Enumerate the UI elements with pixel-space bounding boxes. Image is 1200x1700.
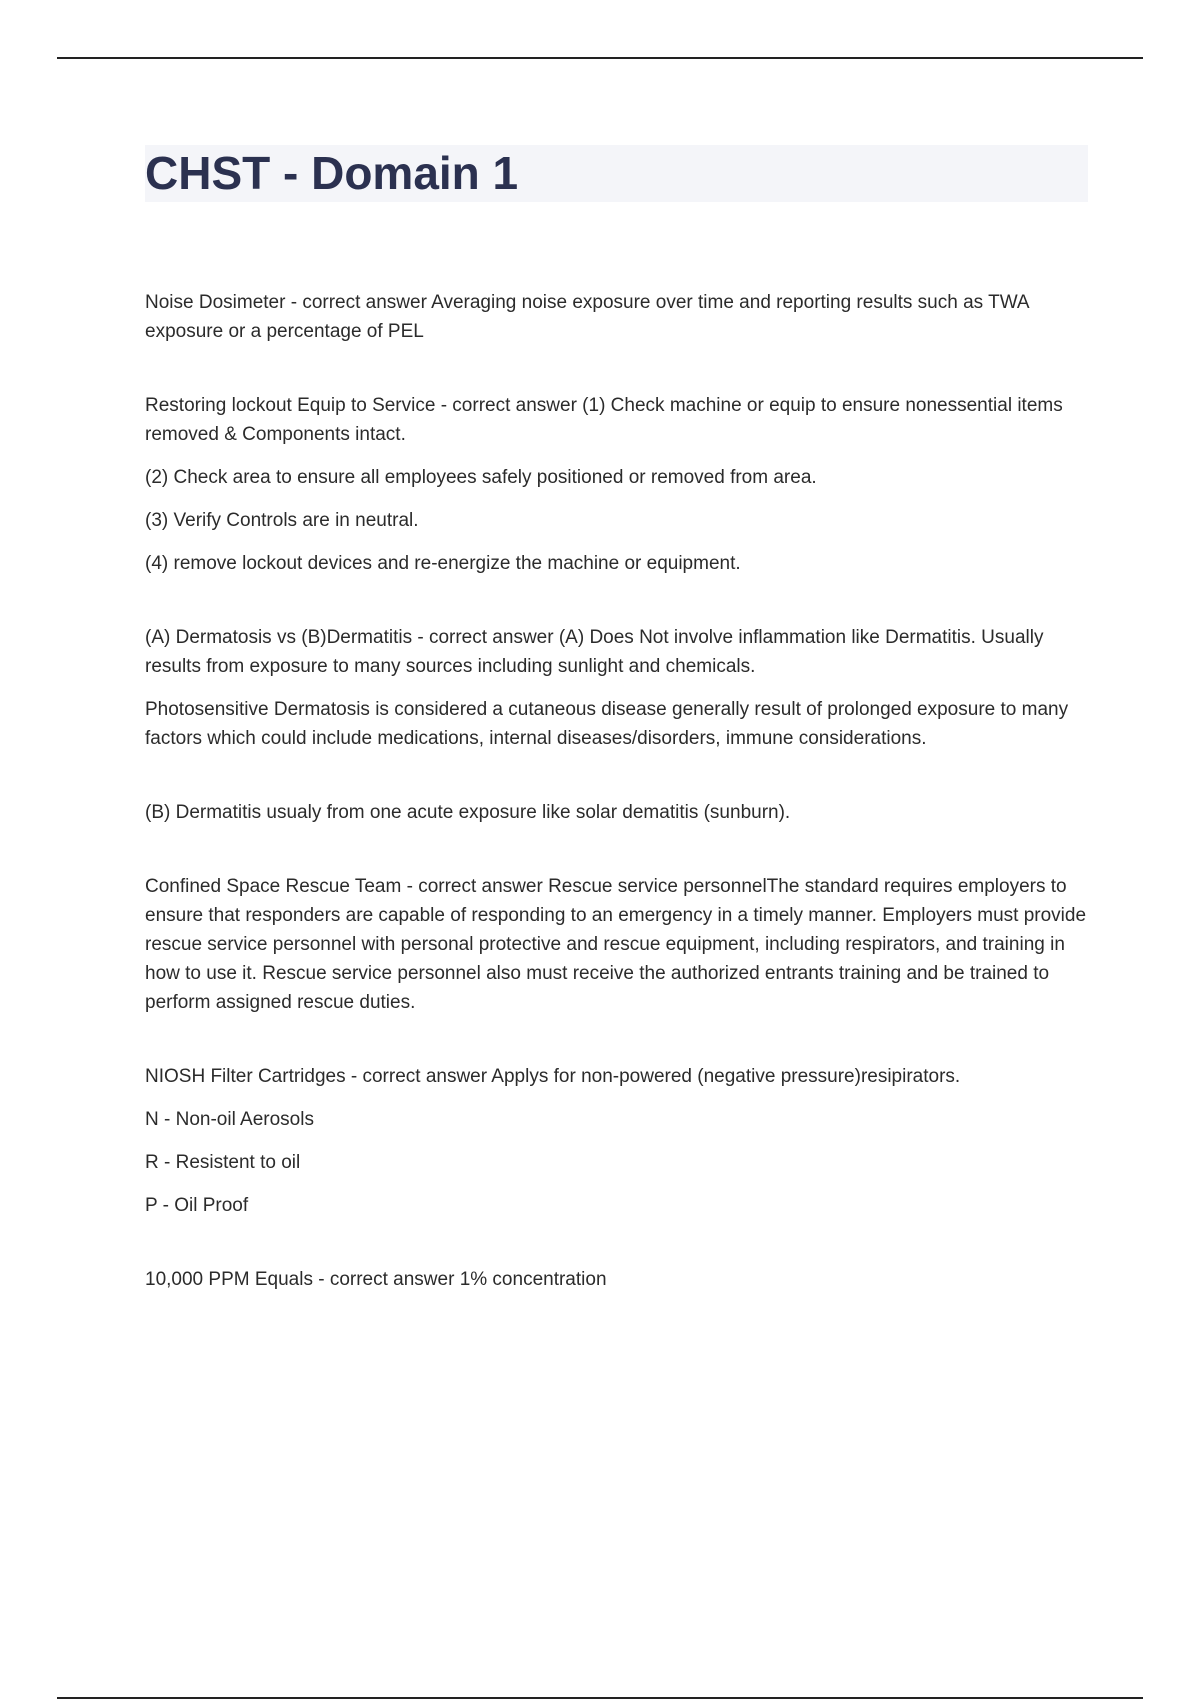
top-rule	[57, 57, 1143, 59]
document-title: CHST - Domain 1	[145, 147, 519, 199]
entry-paragraph: Noise Dosimeter - correct answer Averaging noise exposure over time and reporting results such as TWA exposure or a percentage of PEL	[145, 292, 1029, 342]
entry-paragraph: (3) Verify Controls are in neutral.	[145, 510, 419, 531]
entry-paragraph: (2) Check area to ensure all employees safely positioned or removed from area.	[145, 467, 817, 488]
entry-paragraph: P - Oil Proof	[145, 1195, 249, 1216]
entry-noise-dosimeter	[145, 288, 1090, 346]
entry-paragraph: 10,000 PPM Equals - correct answer 1% concentration	[145, 1269, 607, 1290]
bottom-rule	[57, 1697, 1143, 1699]
entry-paragraph: (B) Dermatitis usualy from one acute exposure like solar dematitis (sunburn).	[145, 802, 791, 823]
entry-paragraph: Photosensitive Dermatosis is considered a cutaneous disease generally result of prolonged exposure to many factors which could include medications, internal diseases/disorders, immune considerations.	[145, 699, 1069, 749]
entry-paragraph: (A) Dermatosis vs (B)Dermatitis - correct answer (A) Does Not involve inflammation like Dermatitis. Usually results from exposure to many sources including sunlight and chemicals.	[145, 627, 1044, 677]
entry-dermatitis	[145, 798, 1090, 827]
entry-paragraph: (4) remove lockout devices and re-energize the machine or equipment.	[145, 553, 741, 574]
entry-paragraph: Restoring lockout Equip to Service - correct answer (1) Check machine or equip to ensure nonessential items removed & Components intact.	[145, 395, 1063, 445]
entry-paragraph: R - Resistent to oil	[145, 1152, 301, 1173]
entry-ppm-equals	[145, 1265, 1090, 1294]
entry-paragraph: Confined Space Rescue Team - correct answer Rescue service personnelThe standard requires employers to ensure that responders are capable of responding to an emergency in a timely manner. Employers must provide rescue service personnel with personal protective and rescue equipment, including respirators, and training in how to use it. Rescue service personnel also must receive the authorized entrants training and be trained to perform assigned rescue duties.	[145, 876, 1087, 1013]
entry-paragraph: N - Non-oil Aerosols	[145, 1109, 314, 1130]
entry-dermatosis-vs-dermatitis	[145, 623, 1090, 753]
entry-restoring-lockout	[145, 391, 1090, 578]
entry-paragraph: NIOSH Filter Cartridges - correct answer Applys for non-powered (negative pressure)resipirators.	[145, 1066, 961, 1087]
entry-confined-space-rescue	[145, 872, 1090, 1017]
document-body	[145, 288, 1090, 1339]
entry-niosh-filter-cartridges	[145, 1062, 1090, 1220]
